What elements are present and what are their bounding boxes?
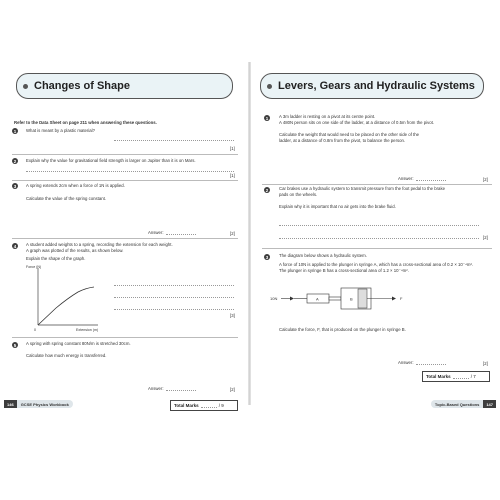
question-text: A spring extends 2cm when a force of 1N is applied. (26, 183, 125, 188)
question-number: 5 (13, 342, 17, 348)
syringe-b-label: B (350, 296, 353, 302)
answer-line (114, 297, 234, 298)
question-number: 4 (13, 243, 17, 249)
right-page-title: Levers, Gears and Hydraulic Systems (278, 80, 475, 92)
right-page-number: 147 (483, 400, 496, 408)
diagram-force-in: 10N (270, 296, 278, 301)
answer-line (114, 285, 234, 286)
question-text: Explain why it is important that no air gets into the brake fluid. (279, 204, 396, 209)
question-text: A student added weights to a spring, recording the extension for each weight. (26, 242, 173, 247)
left-page-title: Changes of Shape (34, 80, 130, 92)
right-footer (431, 400, 496, 408)
hydraulic-system-diagram (270, 284, 430, 314)
answer-line (279, 238, 479, 239)
right-page (252, 62, 498, 405)
question-number: 3 (265, 254, 269, 260)
left-title-bar (16, 73, 233, 99)
connecting-tube (329, 297, 341, 300)
answer-row (148, 386, 196, 391)
question-text: What is meant by a plastic material? (26, 128, 96, 133)
question-text: Explain the shape of the graph. (26, 256, 86, 261)
total-marks-line (201, 404, 217, 408)
question-text: Explain why the value for gravitational field strength is larger on Jupiter than it is on Mars. (26, 158, 196, 163)
answer-line (114, 309, 234, 310)
question-text: Calculate the value of the spring constant. (26, 196, 107, 201)
answer-line (416, 176, 446, 181)
left-footer (4, 400, 73, 408)
input-arrow-head-icon (290, 297, 294, 301)
graph-ylabel: Force (N) (26, 265, 42, 269)
divider (12, 238, 238, 239)
right-title-bar (260, 73, 484, 99)
question-text: A graph was plotted of the results, as shown below. (26, 248, 124, 253)
title-dot-icon (267, 84, 272, 89)
question-number: 2 (265, 187, 269, 193)
answer-label: Answer: (398, 176, 414, 181)
question-mark: [2] (230, 231, 235, 236)
question-number: 3 (13, 183, 17, 189)
right-footer-label: Topic-Based Questions (431, 400, 483, 408)
left-footer-label: GCSE Physics Workbook (17, 400, 73, 408)
answer-line (26, 171, 234, 172)
left-intro: Refer to the Data Sheet on page 211 when answering these questions. (14, 120, 157, 125)
plunger-b (358, 289, 367, 308)
answer-row (398, 360, 446, 365)
question-text: A 3m ladder is resting on a pivot at its centre point. (279, 114, 376, 119)
divider (12, 154, 238, 155)
question-text: A spring with spring constant 80N/m is stretched 30cm. (26, 341, 131, 346)
question-text: pads on the wheels. (279, 192, 318, 197)
question-number: 1 (13, 128, 17, 134)
question-mark: [2] (483, 361, 488, 366)
total-marks-label: Total Marks (426, 374, 451, 379)
question-text: The diagram below shows a hydraulic system. (279, 253, 367, 258)
question-mark: [3] (230, 313, 235, 318)
question-text: Calculate how much energy is transferred. (26, 353, 107, 358)
question-text: ladder, at a distance of 0.8m from the pivot, to balance the person. (279, 138, 406, 143)
book-spine (248, 62, 251, 405)
question-number: 2 (13, 158, 17, 164)
graph-origin: 0 (34, 328, 36, 332)
total-marks-box (422, 371, 490, 382)
answer-line (166, 386, 196, 391)
total-marks-value: / 7 (470, 374, 476, 379)
divider (12, 337, 238, 338)
answer-line (166, 230, 196, 235)
question-text: The plunger in syringe B has a cross-sectional area of 1.2 × 10⁻⁴m². (279, 268, 409, 273)
answer-label: Answer: (148, 230, 164, 235)
title-dot-icon (23, 84, 28, 89)
question-number: 1 (265, 115, 269, 121)
output-arrow-head-icon (392, 297, 396, 301)
graph-curve (38, 287, 94, 325)
syringe-a-label: A (316, 296, 319, 302)
question-mark: [2] (483, 235, 488, 240)
answer-line (416, 360, 446, 365)
total-marks-line (453, 375, 469, 379)
answer-line (279, 225, 479, 226)
answer-row (398, 176, 446, 181)
question-mark: [2] (483, 177, 488, 182)
graph-xlabel: Extension (m) (76, 328, 99, 332)
answer-line (114, 140, 234, 141)
total-marks-label: Total Marks (174, 403, 199, 408)
force-extension-graph (22, 262, 102, 332)
question-text: A force of 10N is applied to the plunger in syringe A, which has a cross-sectional area of 0.2 × 10⁻⁴m². (279, 262, 474, 267)
question-mark: [2] (230, 387, 235, 392)
question-text: Car brakes use a hydraulic system to transmit pressure from the foot pedal to the brake (279, 186, 445, 191)
divider (262, 184, 492, 185)
question-mark: [1] (230, 173, 235, 178)
answer-label: Answer: (398, 360, 414, 365)
left-page-number: 146 (4, 400, 17, 408)
total-marks-value: / 9 (218, 403, 224, 408)
answer-label: Answer: (148, 386, 164, 391)
question-mark: [1] (230, 146, 235, 151)
divider (12, 180, 238, 181)
question-text: Calculate the force, F, that is produced on the plunger in syringe B. (279, 327, 406, 332)
question-text: A 480N person sits on one side of the ladder, at a distance of 0.5m from the pivot. (279, 120, 435, 125)
divider (262, 248, 492, 249)
diagram-force-out: F (400, 296, 403, 301)
left-page (2, 62, 248, 408)
total-marks-box (170, 400, 238, 411)
question-text: Calculate the weight that would need to be placed on the other side of the (279, 132, 419, 137)
answer-row (148, 230, 196, 235)
